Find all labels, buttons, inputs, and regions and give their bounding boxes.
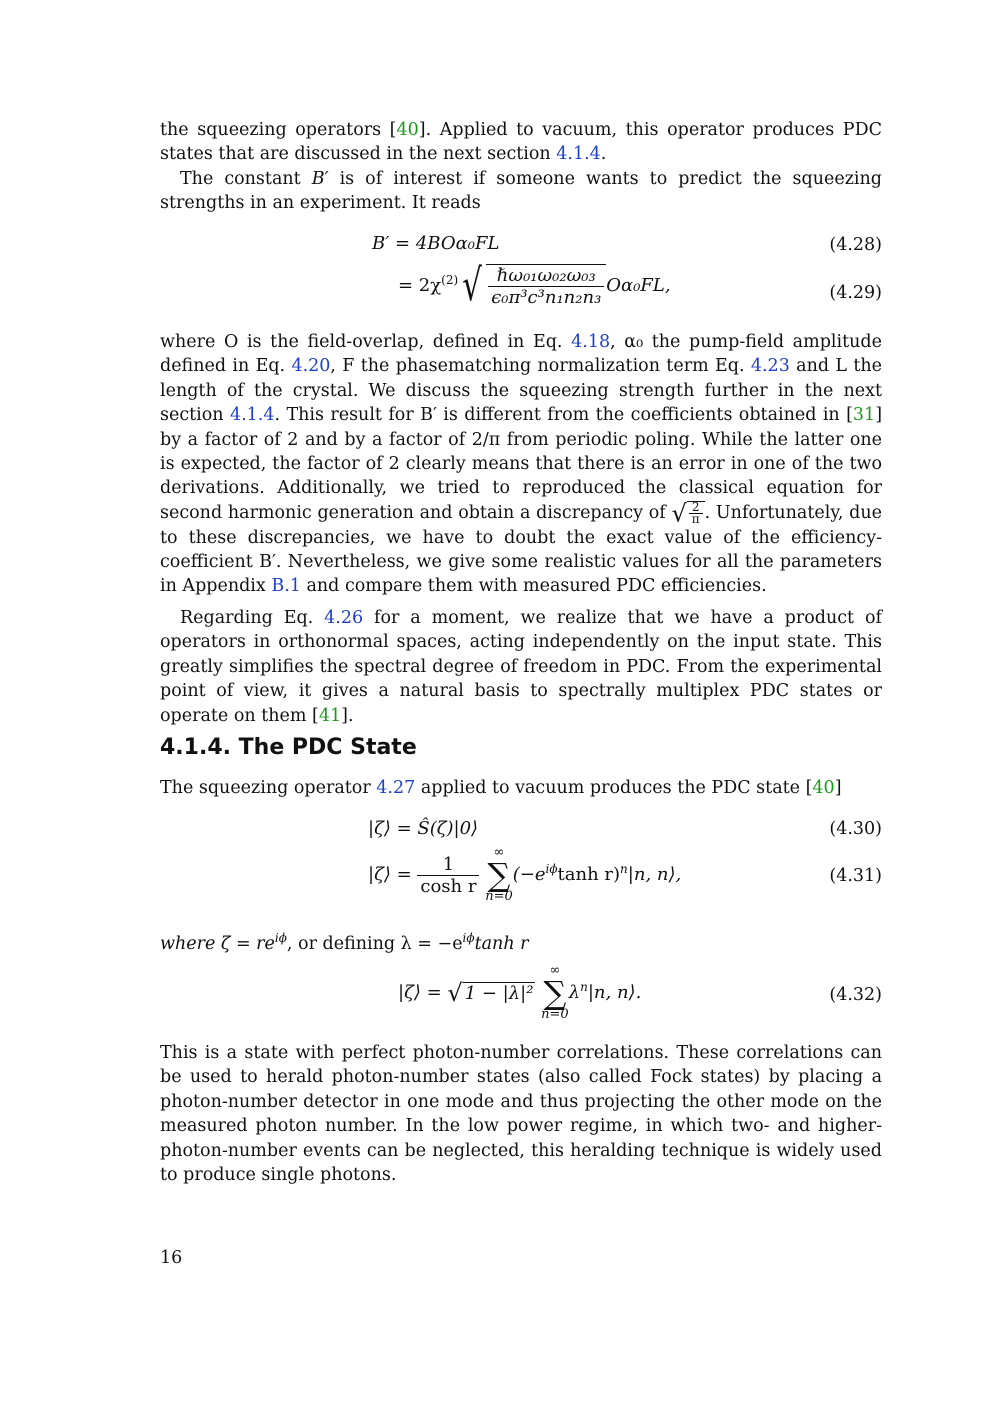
text-fragment: , or defining λ = −e bbox=[286, 933, 463, 954]
math-superscript: iϕ bbox=[462, 931, 475, 945]
sqrt-sign: √ bbox=[462, 260, 483, 311]
paragraph-discussion bbox=[160, 330, 882, 599]
fraction-denominator: π bbox=[689, 513, 703, 525]
math-term: |n, n⟩. bbox=[587, 982, 642, 1003]
equation-number: (4.32) bbox=[829, 985, 882, 1005]
math-term: |n, n⟩, bbox=[627, 864, 682, 885]
citation-link[interactable]: 40 bbox=[396, 120, 419, 140]
text-fragment: for a moment, we realize that we have a product of operators in orthonormal spaces, acting independently on the input state. This greatly simplifies the spectral degree of freedom in PDC. From the experimental point of view, it gives a natural basis to spectrally multiplex PDC states or operate on them [ bbox=[160, 608, 882, 726]
math-term: λ bbox=[568, 982, 581, 1003]
text-fragment: . This result for B′ is different from the coefficients obtained in [ bbox=[274, 405, 853, 426]
citation-link[interactable]: 31 bbox=[852, 405, 876, 426]
math-superscript: (2) bbox=[441, 273, 459, 287]
paragraph-definition bbox=[160, 926, 882, 956]
fraction-denominator: cosh r bbox=[417, 875, 479, 897]
text-fragment: ]. Applied to vacuum, this operator produces PDC states that are discussed in the next section bbox=[160, 120, 882, 165]
equation-link[interactable]: 4.20 bbox=[291, 356, 331, 377]
equation-4-28: B′ = 4BOα₀FL bbox=[372, 233, 500, 254]
equation-4-29 bbox=[398, 260, 671, 311]
text-fragment: and L the length of the crystal. We discuss the squeezing strength further in the next section bbox=[160, 356, 882, 426]
text-fragment: applied to vacuum produces the PDC state [ bbox=[415, 778, 813, 798]
math-term: Oα₀FL, bbox=[606, 275, 671, 296]
text-fragment: the squeezing operators [ bbox=[160, 120, 397, 140]
text-fragment: The constant bbox=[180, 169, 312, 189]
math-superscript: n bbox=[580, 980, 588, 994]
equation-number: (4.29) bbox=[829, 283, 882, 303]
text-fragment: . Unfortunately, due to these discrepancies, we have to doubt the exact value of the efficiency-coefficient B′. Nevertheless, we give some realistic values for all the parameters in Appendix bbox=[160, 502, 882, 597]
paragraph-correlations: This is a state with perfect photon-number correlations. These correlations can be used to herald photon-number states (also called Fock states) by placing a photon-number detector in one mode and thus projecting the other mode on the measured photon number. In the low power regime, in which two- and higher-photon-number events can be neglected, this heralding technique is widely used to produce single photons. bbox=[160, 1043, 882, 1186]
sum-lower-limit: n=0 bbox=[485, 889, 513, 904]
equation-4-30: |ζ⟩ = Ŝ(ζ)|0⟩ bbox=[368, 818, 479, 839]
equation-link[interactable]: 4.27 bbox=[376, 778, 416, 798]
section-link[interactable]: 4.1.4 bbox=[229, 405, 275, 426]
summation: ∞ ∑ n=0 bbox=[541, 963, 569, 1022]
text-fragment: O is the field-overlap, defined in Eq. bbox=[223, 332, 572, 352]
text-fragment: Regarding Eq. bbox=[180, 608, 325, 628]
text-fragment: is of interest if someone wants to predict the squeezing strengths in an experiment. It reads bbox=[160, 169, 882, 214]
text-fragment: where bbox=[160, 332, 224, 352]
paragraph-operators bbox=[160, 606, 882, 728]
math-term: tanh r) bbox=[557, 864, 621, 885]
equation-number: (4.28) bbox=[829, 235, 882, 255]
fraction-numerator: ℏω₀₁ω₀₂ω₀₃ bbox=[496, 265, 596, 286]
paragraph-pdc-intro bbox=[160, 776, 882, 800]
equation-number: (4.31) bbox=[829, 866, 882, 886]
text-fragment: ] bbox=[834, 778, 842, 798]
citation-link[interactable]: 41 bbox=[318, 705, 342, 726]
text-fragment: The squeezing operator bbox=[160, 778, 377, 798]
text-fragment: , F the phasematching normalization term Eq. bbox=[330, 356, 751, 377]
citation-link[interactable]: 40 bbox=[812, 778, 835, 798]
sqrt-body: 1 − |λ|² bbox=[464, 983, 534, 1004]
math-term: |ζ⟩ = bbox=[398, 982, 442, 1003]
sqrt-sign: √ bbox=[447, 979, 463, 1007]
equation-4-32 bbox=[398, 964, 641, 1022]
section-heading: 4.1.4. The PDC State bbox=[160, 735, 417, 760]
paragraph-constant bbox=[160, 167, 882, 216]
text-fragment: tanh r bbox=[474, 933, 529, 954]
text-fragment: ]. bbox=[341, 705, 354, 726]
equation-link[interactable]: 4.23 bbox=[750, 356, 790, 377]
sqrt-body bbox=[486, 264, 606, 308]
fraction bbox=[417, 854, 479, 897]
fraction bbox=[488, 265, 604, 308]
math-superscript: iϕ bbox=[545, 862, 558, 876]
inline-sqrt: √ $\frac{2}{\pi}$ bbox=[671, 503, 704, 523]
fraction-numerator: 1 bbox=[442, 853, 455, 875]
fraction-denominator: ϵ₀π³c³n₁n₂n₃ bbox=[488, 286, 604, 308]
equation-link[interactable]: 4.18 bbox=[571, 332, 611, 352]
math-term: = 2χ bbox=[398, 275, 442, 296]
text-fragment: , α₀ the pump-field amplitude defined in Eq. bbox=[160, 332, 882, 377]
appendix-link[interactable]: B.1 bbox=[271, 576, 301, 597]
text-fragment: ] by a factor of 2 and by a factor of 2/π from periodic poling. While the latter one is expected, the factor of 2 clearly means that there is an error in one of the two derivations. Additionally, we tried to reproduced the classical equation for second harmonic generation and obtain a discrepancy of bbox=[160, 405, 883, 523]
fraction-numerator: 2 bbox=[691, 500, 700, 515]
text-fragment: where ζ = re bbox=[160, 933, 275, 954]
math-superscript: iϕ bbox=[274, 931, 287, 945]
equation-number: (4.30) bbox=[829, 819, 882, 839]
page-number: 16 bbox=[160, 1248, 183, 1268]
equation-4-31 bbox=[368, 846, 681, 904]
math-term: (−e bbox=[512, 864, 546, 885]
section-link[interactable]: 4.1.4 bbox=[556, 144, 601, 165]
sum-upper-limit: ∞ bbox=[493, 845, 505, 860]
summation: ∞ ∑ n=0 bbox=[485, 845, 513, 904]
math-superscript: n bbox=[620, 862, 628, 876]
sum-upper-limit: ∞ bbox=[549, 963, 561, 978]
sum-lower-limit: n=0 bbox=[541, 1007, 569, 1022]
equation-link[interactable]: 4.26 bbox=[324, 608, 364, 628]
text-fragment: . bbox=[600, 144, 607, 165]
text-fragment: and compare them with measured PDC efficiencies. bbox=[300, 576, 767, 597]
paragraph-intro bbox=[160, 118, 882, 167]
math-term: |ζ⟩ = bbox=[368, 864, 412, 885]
math-symbol: B′ bbox=[311, 169, 329, 189]
